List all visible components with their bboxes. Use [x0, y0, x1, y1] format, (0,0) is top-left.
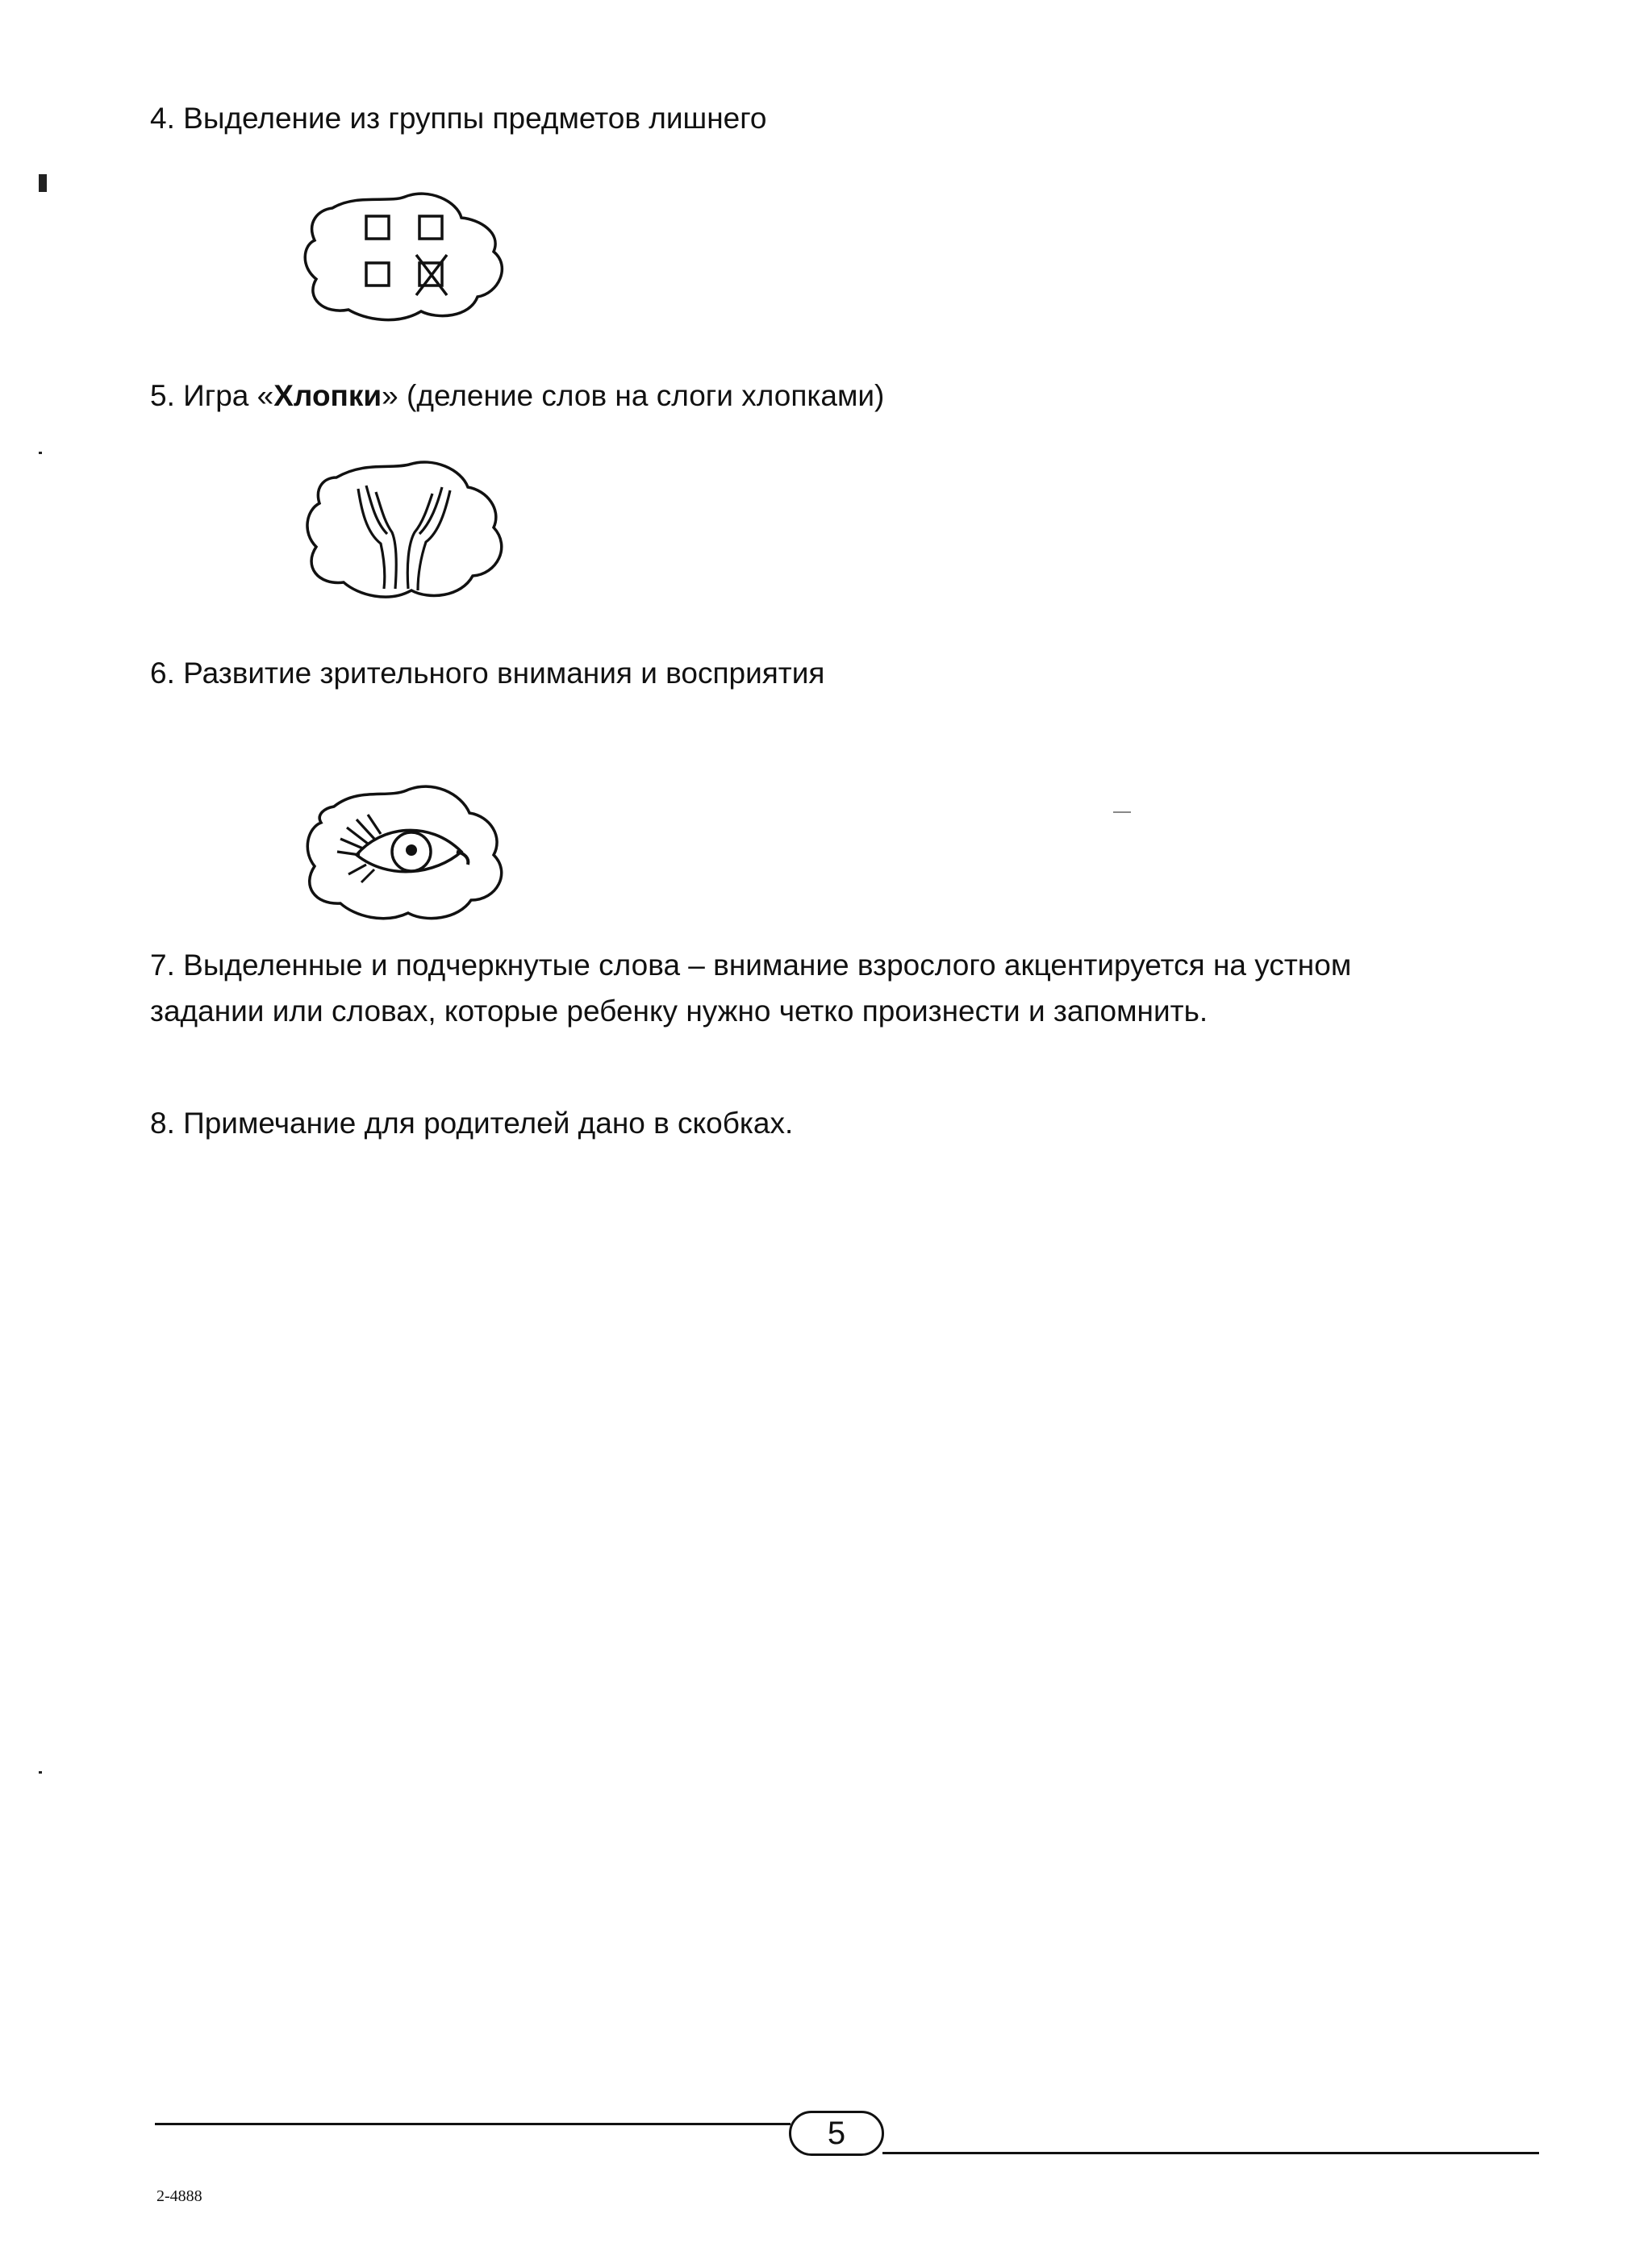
scan-mark — [39, 174, 47, 192]
item-5 — [150, 374, 884, 417]
item-7-line-1: 7. Выделенные и подчеркнутые слова – внимание взрослого акцентируется на устном — [150, 948, 1352, 982]
item-5-suffix: » (деление слов на слоги хлопками) — [382, 379, 885, 412]
game-name-bold: Хлопки — [273, 379, 382, 412]
item-8: 8. Примечание для родителей дано в скобках. — [150, 1107, 794, 1140]
footer-rule-right — [882, 2152, 1539, 2154]
item-7 — [150, 944, 1351, 1032]
clapping-hands-icon — [300, 453, 510, 607]
footer-rule-left — [155, 2123, 791, 2125]
item-7-line-2: задании или словах, которые ребенку нужно четко произнести и запомнить. — [150, 994, 1208, 1028]
item-5-prefix: 5. Игра « — [150, 379, 274, 412]
squares-odd-one-out-icon — [300, 182, 510, 327]
scan-dot — [39, 1771, 42, 1774]
item-6: 6. Развитие зрительного внимания и восприятия — [150, 657, 825, 690]
page-number: 5 — [789, 2111, 884, 2156]
scan-dot — [39, 452, 42, 454]
eye-icon — [300, 774, 510, 928]
publisher-code: 2-4888 — [156, 2187, 202, 2205]
scan-dot — [1113, 811, 1131, 813]
item-4: 4. Выделение из группы предметов лишнего — [150, 102, 767, 135]
